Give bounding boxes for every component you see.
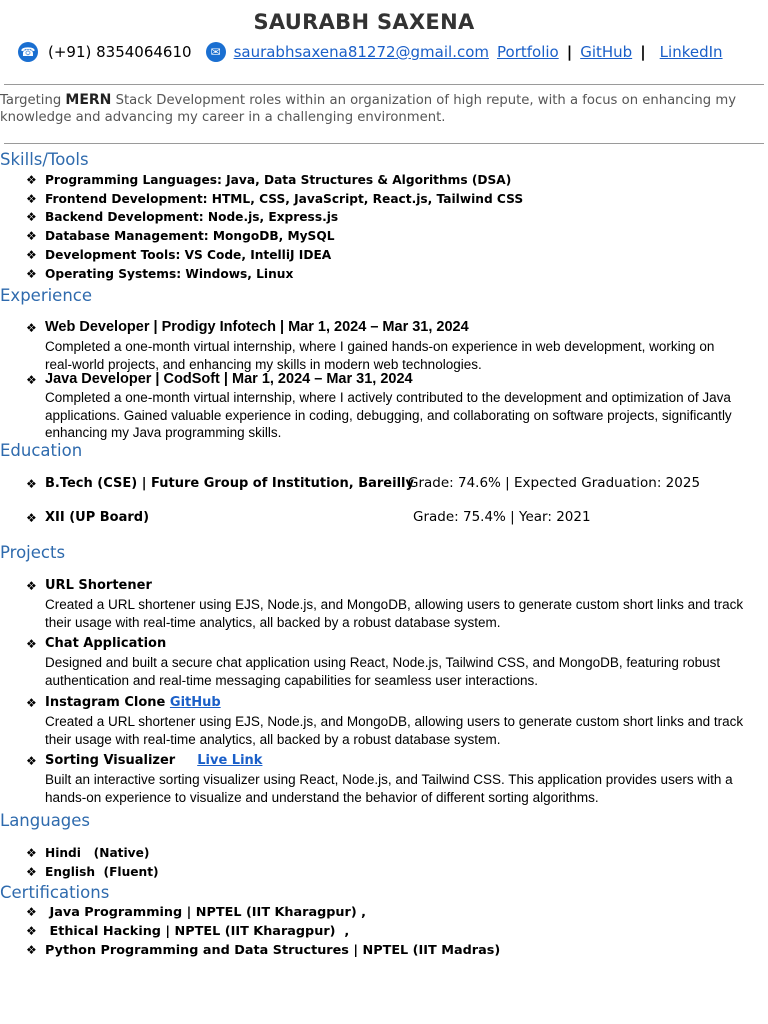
skill-item: Programming Languages: Java, Data Structures & Algorithms (DSA) [45, 173, 512, 187]
separator: | [566, 43, 573, 61]
divider [4, 143, 764, 144]
project-name-line [45, 695, 221, 710]
certifications-heading: Certifications [0, 883, 110, 902]
language-item: English (Fluent) [45, 865, 159, 879]
bullet-icon: ❖ [26, 248, 37, 262]
bullet-icon: ❖ [26, 754, 37, 768]
bullet-icon: ❖ [26, 637, 37, 651]
objective-highlight: MERN [65, 92, 112, 108]
bullet-icon: ❖ [26, 229, 37, 243]
divider [4, 84, 764, 85]
project-name-line [45, 753, 262, 768]
education-grade: Grade: 74.6% | Expected Graduation: 2025 [408, 475, 701, 491]
experience-title: Java Developer | CodSoft | Mar 1, 2024 – Mar 31, 2024 [45, 371, 413, 387]
projects-heading: Projects [0, 543, 66, 562]
skill-item: Development Tools: VS Code, IntelliJ IDEA [45, 248, 332, 262]
bullet-icon: ❖ [26, 192, 37, 206]
project-description: Created a URL shortener using EJS, Node.js, and MongoDB, allowing users to generate custom short links and track their usage with real-time analytics, all backed by a robust database system. [45, 597, 744, 630]
portfolio-link[interactable]: Portfolio [497, 43, 559, 61]
bullet-icon: ❖ [26, 943, 37, 957]
candidate-name: SAURABH SAXENA [253, 10, 475, 34]
education-heading: Education [0, 441, 83, 460]
bullet-icon: ❖ [26, 905, 37, 919]
certification-item: Ethical Hacking | NPTEL (IIT Kharagpur) , [45, 924, 350, 939]
project-description: Built an interactive sorting visualizer using React, Node.js, and Tailwind CSS. This application provides users with a hands-on experience to visualize and understand the behavior of different sorting algorithms. [45, 772, 733, 805]
bullet-icon: ❖ [26, 924, 37, 938]
bullet-icon: ❖ [26, 511, 37, 525]
project-description: Designed and built a secure chat application using React, Node.js, Tailwind CSS, and MongoDB, featuring robust authentication and real-time messaging capabilities for seamless user interactions. [45, 655, 721, 688]
skill-item: Operating Systems: Windows, Linux [45, 267, 294, 281]
education-grade: Grade: 75.4% | Year: 2021 [413, 509, 591, 525]
project-live-link[interactable]: Live Link [197, 753, 263, 768]
skills-heading: Skills/Tools [0, 150, 89, 169]
objective [0, 92, 760, 126]
bullet-icon: ❖ [26, 173, 37, 187]
experience-description: Completed a one-month virtual internship, where I actively contributed to the development and optimization of Java applications. Gained valuable experience in coding, debugging, and collaborating on software projects, significantly enhancing my Java programming skills. [45, 390, 732, 440]
skill-item: Backend Development: Node.js, Express.js [45, 210, 339, 224]
objective-text: Stack Development roles within an organization of high repute, with a focus on enhancing my knowledge and advancing my career in a challenging environment. [0, 93, 736, 125]
bullet-icon: ❖ [26, 267, 37, 281]
project-name: Sorting Visualizer [45, 753, 176, 768]
email-link[interactable]: saurabhsaxena81272@gmail.com [233, 43, 489, 61]
bullet-icon: ❖ [26, 321, 37, 335]
languages-heading: Languages [0, 811, 91, 830]
separator: | [640, 43, 646, 61]
linkedin-link[interactable]: LinkedIn [659, 43, 723, 61]
experience-description: Completed a one-month virtual internship, where I gained hands-on experience in web development, working on real-world projects, and enhancing my skills in modern web technologies. [45, 339, 715, 372]
bullet-icon: ❖ [26, 373, 37, 387]
education-degree: XII (UP Board) [45, 510, 150, 525]
project-name: Chat Application [45, 636, 167, 651]
email-icon: ✉ [206, 42, 226, 62]
experience-title: Web Developer | Prodigy Infotech | Mar 1, 2024 – Mar 31, 2024 [45, 319, 469, 335]
bullet-icon: ❖ [26, 865, 37, 879]
project-description: Created a URL shortener using EJS, Node.js, and MongoDB, allowing users to generate custom short links and track their usage with real-time analytics, all backed by a robust database system. [45, 714, 744, 747]
certification-item: Java Programming | NPTEL (IIT Kharagpur) , [45, 905, 367, 920]
bullet-icon: ❖ [26, 846, 37, 860]
contact-line [18, 42, 723, 62]
bullet-icon: ❖ [26, 579, 37, 593]
certification-item: Python Programming and Data Structures | NPTEL (IIT Madras) [45, 943, 501, 958]
project-name: URL Shortener [45, 578, 152, 593]
project-github-link[interactable]: GitHub [169, 695, 221, 710]
language-item: Hindi (Native) [45, 846, 150, 860]
skill-item: Frontend Development: HTML, CSS, JavaScript, React.js, Tailwind CSS [45, 192, 524, 206]
experience-heading: Experience [0, 286, 93, 305]
education-degree: B.Tech (CSE) | Future Group of Institution, Bareilly [45, 476, 414, 491]
bullet-icon: ❖ [26, 477, 37, 491]
bullet-icon: ❖ [26, 210, 37, 224]
project-name: Instagram Clone [45, 695, 170, 710]
github-link[interactable]: GitHub [580, 43, 633, 61]
phone-icon: ☎ [18, 42, 38, 62]
phone-number: (+91) 8354064610 [48, 43, 192, 61]
bullet-icon: ❖ [26, 696, 37, 710]
skill-item: Database Management: MongoDB, MySQL [45, 229, 335, 243]
objective-prefix: Targeting [0, 93, 66, 108]
